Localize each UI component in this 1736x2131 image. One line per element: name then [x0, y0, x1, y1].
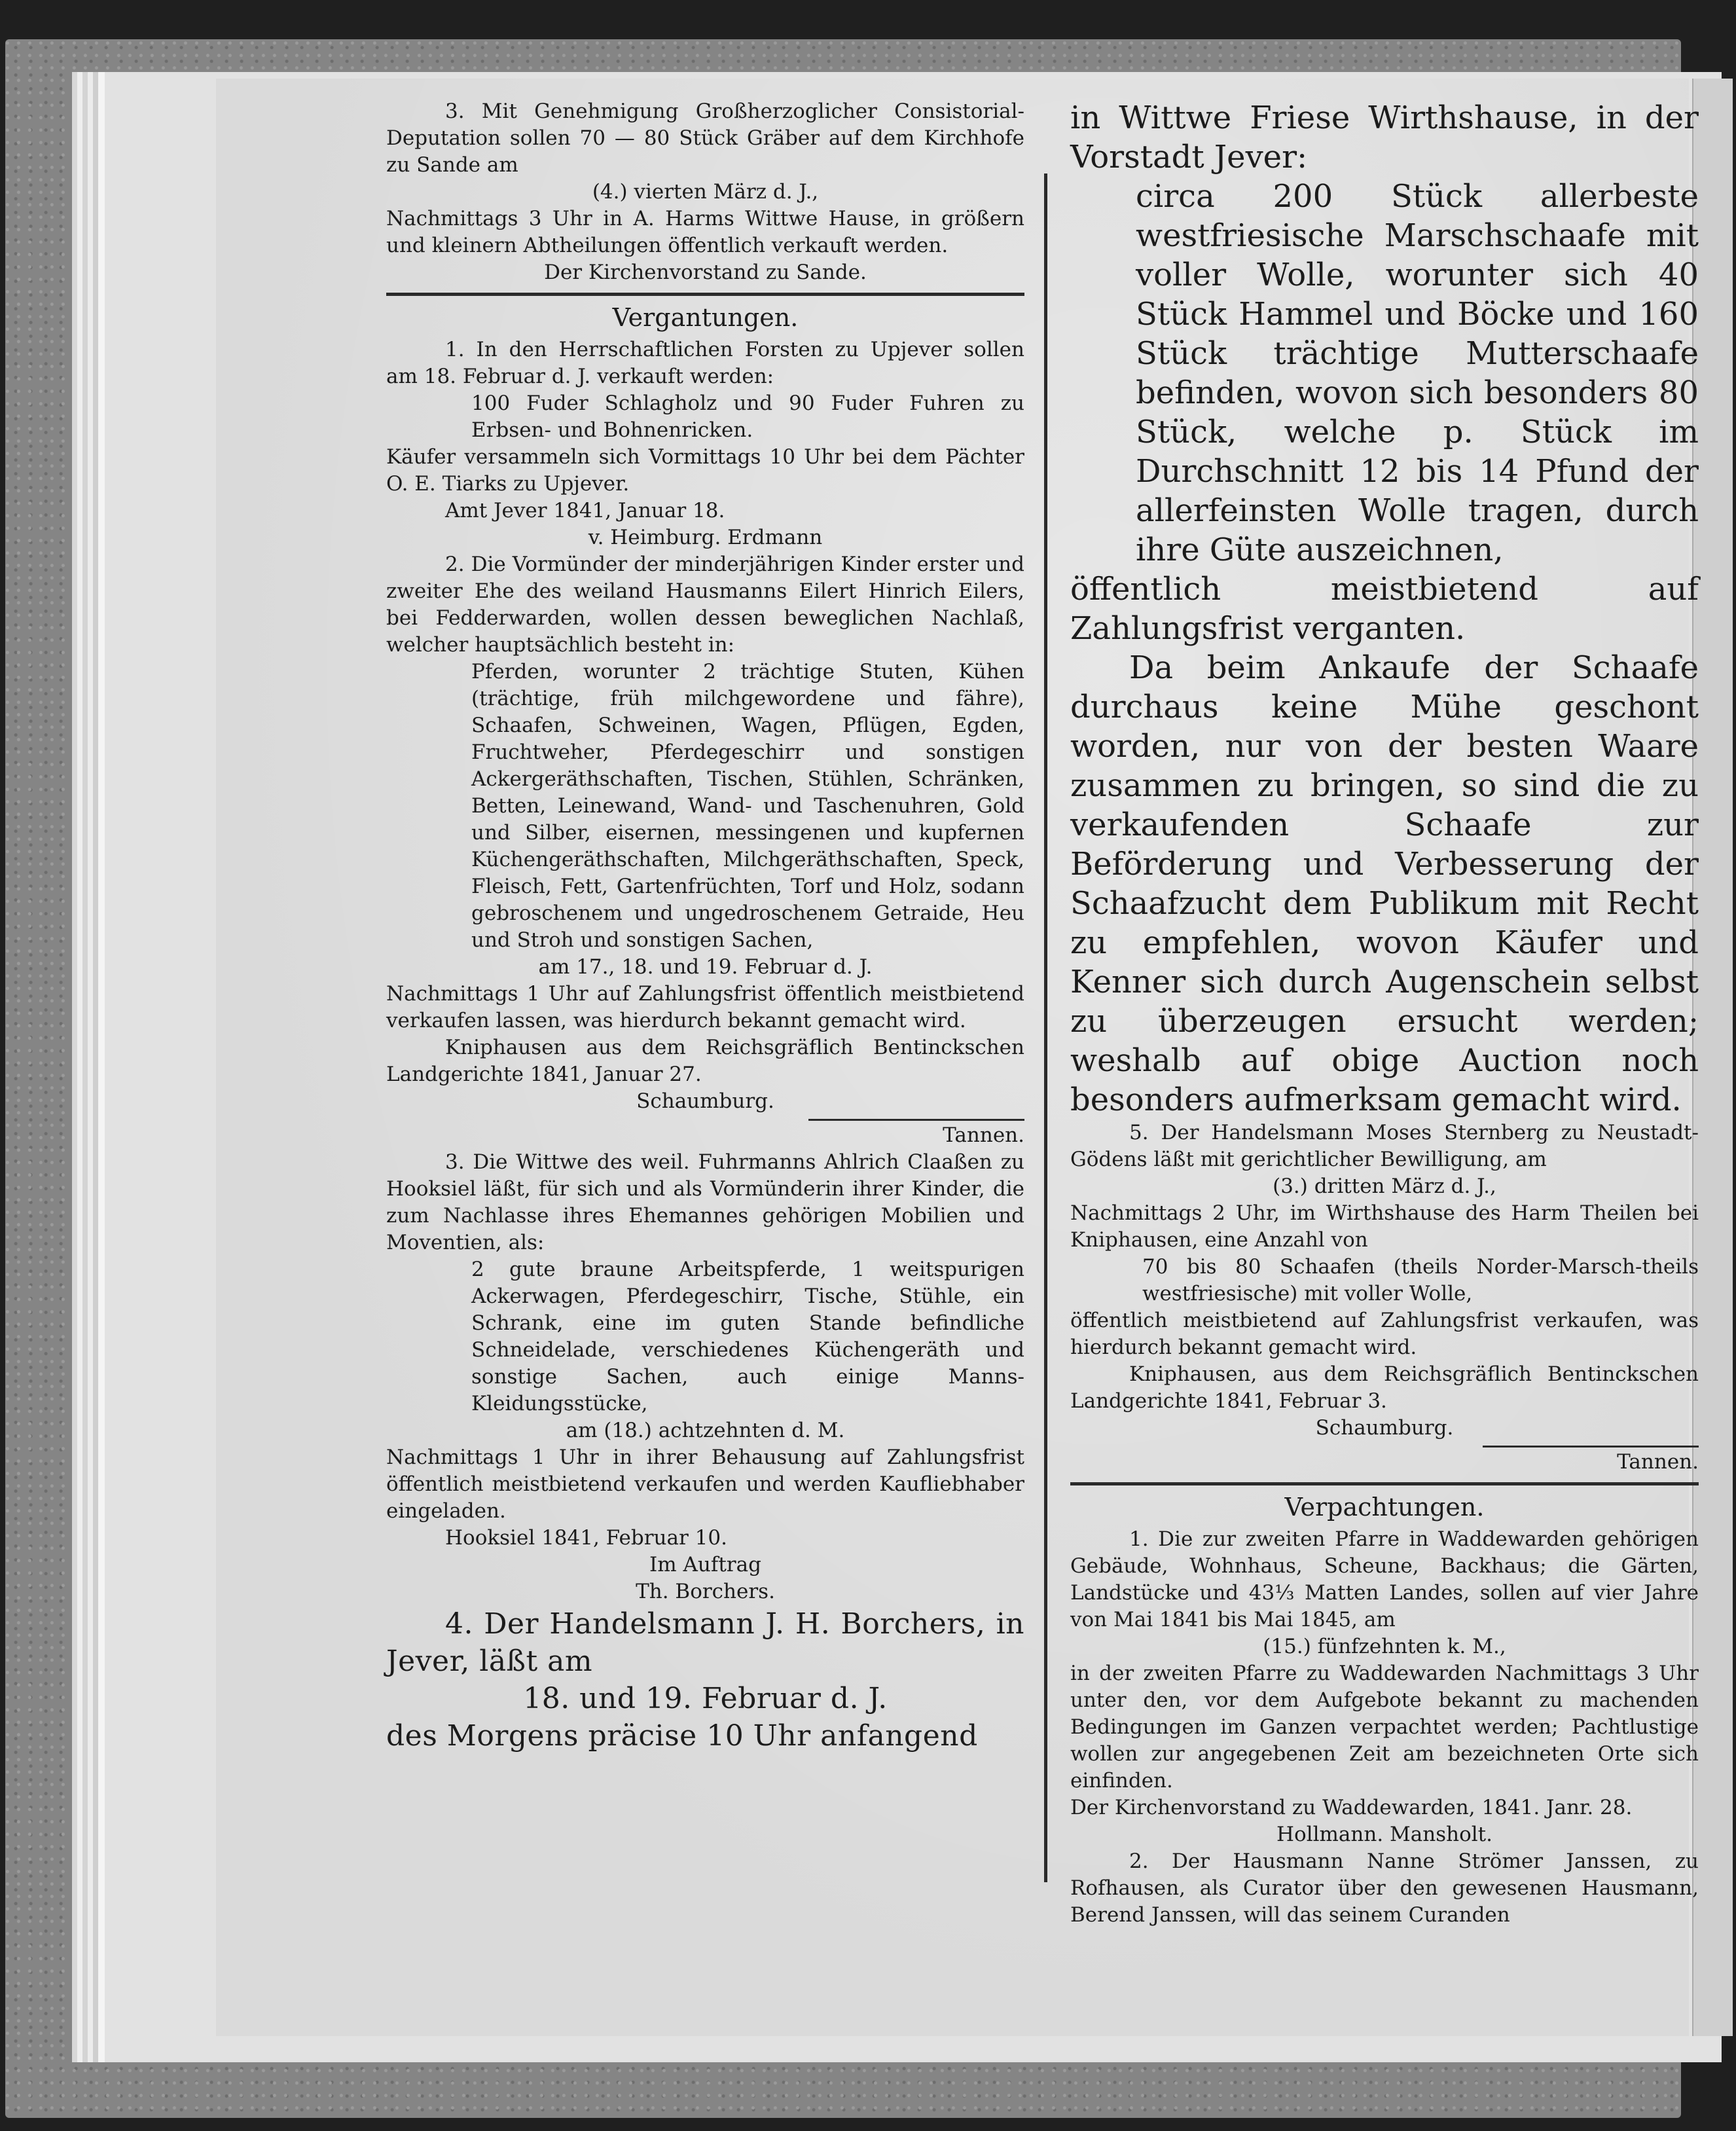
- notice-paragraph-large: des Morgens präcise 10 Uhr anfangend: [386, 1719, 978, 1753]
- notice-paragraph: Nachmittags 1 Uhr in ihrer Behausung auf Zahlungsfrist öffentlich meistbietend verkaufen und werden Kaufliebhaber eingeladen.: [386, 1446, 1024, 1523]
- notice-place-date: Kniphausen aus dem Reichsgräflich Bentinckschen Landgerichte 1841, Januar 27.: [386, 1036, 1024, 1086]
- section-rule: [386, 293, 1024, 296]
- right-column: [1070, 98, 1699, 1929]
- notice-paragraph: 1. Die zur zweiten Pfarre in Waddewarden gehörigen Gebäude, Wohnhaus, Scheune, Backhaus; die Gärten, Landstücke und 43⅓ Matten Landes, sollen auf vier Jahre von Mai 1841 bis Mai 1845, am: [1070, 1527, 1699, 1631]
- section-title: Verpachtungen.: [1284, 1493, 1485, 1521]
- notice-paragraph: Nachmittags 2 Uhr, im Wirthshause des Harm Theilen bei Kniphausen, eine Anzahl von: [1070, 1201, 1699, 1252]
- notice-paragraph-large: 4. Der Handelsmann J. H. Borchers, in Jever, läßt am: [386, 1607, 1024, 1678]
- notice-date: am 17., 18. und 19. Februar d. J.: [538, 955, 873, 979]
- notice-signature: Hollmann. Mansholt.: [1276, 1823, 1492, 1846]
- notice-paragraph: 1. In den Herrschaftlichen Forsten zu Upjever sollen am 18. Februar d. J. verkauft werden:: [386, 338, 1024, 388]
- notice-place-date: Kniphausen, aus dem Reichsgräflich Bentinckschen Landgerichte 1841, Februar 3.: [1070, 1362, 1699, 1413]
- notice-paragraph-large: öffentlich meistbietend auf Zahlungsfrist verganten.: [1070, 571, 1699, 647]
- notice-signature: Schaumburg.: [1315, 1416, 1454, 1440]
- notice-paragraph: Käufer versammeln sich Vormittags 10 Uhr bei dem Pächter O. E. Tiarks zu Upjever.: [386, 445, 1024, 496]
- section-rule: [1070, 1482, 1699, 1485]
- column-divider: [1044, 173, 1047, 1882]
- notice-signature: Tannen.: [943, 1123, 1024, 1147]
- left-column: [386, 98, 1024, 1755]
- notice-signature: Im Auftrag: [649, 1553, 761, 1576]
- notice-paragraph: in der zweiten Pfarre zu Waddewarden Nachmittags 3 Uhr unter den, vor dem Aufgebote bekannt zu machenden Bedingungen im Ganzen verpachtet werden; Pachtlustige wollen zur angegebenen Zeit am bezeichneten Orte sich einfinden.: [1070, 1662, 1699, 1793]
- notice-paragraph: Nachmittags 1 Uhr auf Zahlungsfrist öffentlich meistbietend verkaufen lassen, was hierdurch bekannt gemacht wird.: [386, 982, 1024, 1032]
- notice-date: (4.) vierten März d. J.,: [592, 180, 819, 204]
- notice-signature: Der Kirchenvorstand zu Sande.: [544, 261, 867, 284]
- notice-place-date: Hooksiel 1841, Februar 10.: [445, 1526, 727, 1550]
- notice-signature: Schaumburg.: [636, 1089, 774, 1113]
- notice-paragraph: 2. Die Vormünder der minderjährigen Kinder erster und zweiter Ehe des weiland Hausmanns Eilert Hinrich Eilers, bei Fedderwarden, wollen dessen beweglichen Nachlaß, welcher hauptsächlich besteht in:: [386, 553, 1024, 657]
- notice-date-large: 18. und 19. Februar d. J.: [523, 1682, 888, 1715]
- notice-paragraph-large: in Wittwe Friese Wirthshause, in der Vorstadt Jever:: [1070, 100, 1699, 175]
- notice-paragraph: 3. Die Wittwe des weil. Fuhrmanns Ahlrich Claaßen zu Hooksiel läßt, für sich und als Vormünderin ihrer Kinder, die zum Nachlasse ihres Ehemannes gehörigen Mobilien und Moventien, als:: [386, 1150, 1024, 1254]
- notice-paragraph: Pferden, worunter 2 trächtige Stuten, Kühen (trächtige, früh milchgewordene und fähre), Schaafen, Schweinen, Wagen, Pflügen, Egden, Fruchtweher, Pferdegeschirr und sonstigen Ackergeräthschaften, Tischen, Stühlen, Schränken, Betten, Leinewand, Wand- und Taschenuhren, Gold und Silber, eisernen, messingenen und kupfernen Küchengeräthschaften, Milchgeräthschaften, Speck, Fleisch, Fett, Gartenfrüchten, Torf und Holz, sodann gebroschenem und ungedroschenem Getraide, Heu und Stroh und sonstigen Sachen,: [471, 660, 1024, 952]
- notice-paragraph: 2. Der Hausmann Nanne Strömer Janssen, zu Rofhausen, als Curator über den gewesenen Hausmann, Berend Janssen, will das seinem Curanden: [1070, 1849, 1699, 1927]
- notice-signature: v. Heimburg. Erdmann: [588, 526, 823, 549]
- notice-paragraph: 70 bis 80 Schaafen (theils Norder-Marsch-theils westfriesische) mit voller Wolle,: [1142, 1255, 1699, 1305]
- section-title: Vergantungen.: [612, 303, 799, 332]
- notice-paragraph-large: circa 200 Stück allerbeste westfriesische Marschschaafe mit voller Wolle, worunter sich 40 Stück Hammel und Böcke und 160 Stück trächtige Mutterschaafe befinden, wovon sich besonders 80 Stück, welche p. Stück im Durchschnitt 12 bis 14 Pfund der allerfeinsten Wolle tragen, durch ihre Güte auszeichnen,: [1136, 178, 1699, 568]
- notice-paragraph: öffentlich meistbietend auf Zahlungsfrist verkaufen, was hierdurch bekannt gemacht wird.: [1070, 1309, 1699, 1359]
- notice-paragraph: 5. Der Handelsmann Moses Sternberg zu Neustadt-Gödens läßt mit gerichtlicher Bewilligung, am: [1070, 1121, 1699, 1171]
- notice-date: am (18.) achtzehnten d. M.: [566, 1419, 845, 1442]
- notice-signature: Th. Borchers.: [636, 1580, 775, 1603]
- notice-place-date: Der Kirchenvorstand zu Waddewarden, 1841. Janr. 28.: [1070, 1796, 1633, 1819]
- notice-place-date: Amt Jever 1841, Januar 18.: [445, 499, 725, 522]
- notice-paragraph-large: Da beim Ankaufe der Schaafe durchaus keine Mühe geschont worden, nur von der besten Waare zusammen zu bringen, so sind die zu verkaufenden Schaafe zur Beförderung und Verbesserung der Schaafzucht dem Publikum mit Recht zu empfehlen, wovon Käufer und Kenner sich durch Augenschein selbst zu überzeugen ersucht werden; weshalb auf obige Auction noch besonders aufmerksam gemacht wird.: [1070, 649, 1699, 1118]
- notice-date: (3.) dritten März d. J.,: [1273, 1175, 1496, 1198]
- signature-rule: [1483, 1446, 1699, 1448]
- notice-paragraph: 2 gute braune Arbeitspferde, 1 weitspurigen Ackerwagen, Pferdegeschirr, Tische, Stühle, ein Schrank, eine im guten Stande befindliche Schneidelade, verschiedenes Küchengeräth und sonstige Sachen, auch einige Manns-Kleidungsstücke,: [471, 1258, 1024, 1415]
- notice-date: (15.) fünfzehnten k. M.,: [1263, 1635, 1506, 1658]
- notice-paragraph: Nachmittags 3 Uhr in A. Harms Wittwe Hause, in größern und kleinern Abtheilungen öffentlich verkauft werden.: [386, 207, 1024, 257]
- notice-paragraph: 100 Fuder Schlagholz und 90 Fuder Fuhren zu Erbsen- und Bohnenricken.: [471, 392, 1024, 442]
- notice-signature: Tannen.: [1617, 1450, 1699, 1474]
- notice-paragraph: 3. Mit Genehmigung Großherzoglicher Consistorial-Deputation sollen 70 — 80 Stück Gräber auf dem Kirchhofe zu Sande am: [386, 100, 1024, 177]
- signature-rule: [808, 1119, 1024, 1121]
